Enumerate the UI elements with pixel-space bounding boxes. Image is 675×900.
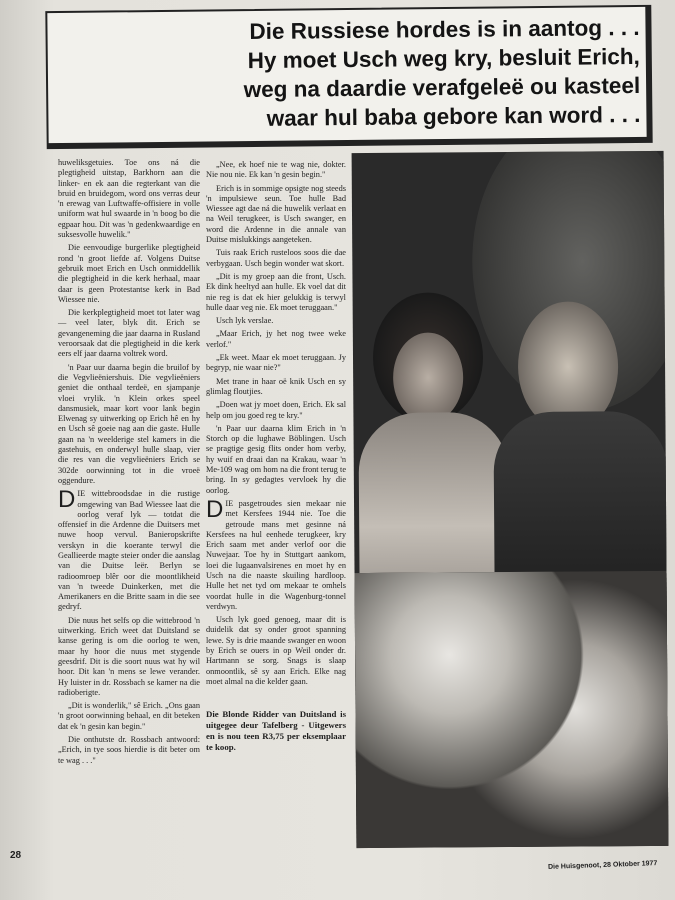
paragraph: „Doen wat jy moet doen, Erich. Ek sal help om jou goed reg te kry." (206, 400, 346, 420)
paragraph: Usch lyk verslae. (216, 316, 274, 326)
dropcap-paragraph (206, 495, 346, 612)
paragraph: „Dit is wonderlik," sê Erich. „Ons gaan 'n groot oorwinning behaal, en dit beteken dat ek 'n gesin kan begin." (58, 701, 200, 731)
article-column-2 (206, 160, 346, 753)
paragraph: Met trane in haar oë knik Usch en sy glimlag floutjies. (206, 376, 346, 396)
drop-cap: D (206, 495, 224, 523)
article-column-1 (58, 158, 200, 769)
paragraph: „Nee, ek hoef nie te wag nie, dokter. Nie nou nie. Ek kan 'n gesin begin." (206, 160, 346, 180)
paragraph: Die onthutste dr. Rossbach antwoord: „Erich, in tye soos hierdie is dit beter om te wag . . ." (58, 735, 200, 765)
paragraph: „Maar Erich, jy het nog twee weke verlof." (206, 329, 346, 349)
headline (59, 13, 640, 135)
paragraph: „Ek weet. Maar ek moet teruggaan. Jy begryp, nie waar nie?" (206, 353, 346, 373)
dropcap-paragraph (58, 486, 200, 613)
publication-footer: Die Huisgenoot, 28 Oktober 1977 (547, 860, 658, 871)
paragraph: Die nuus het selfs op die wittebrood 'n uitwerking. Erich weet dat Duitsland se kanse gering is om die oorlog te wen, maar hy hoor die nuus met stygende geesdrif. Dit is die soort nuus wat hy wil hoor. Dit kan 'n mens se lewe verander. Hy luister in dr. Rossbach se kamer na die radioberigte. (58, 615, 200, 697)
paragraph: 'n Paar uur daarna klim Erich in 'n Storch op die lughawe Böblingen. Usch se pragtige gesig flits onder hom verby, hy wuif en draai dan na Krakau, waar 'n Me-109 wag om hom na die front terug te bring. In sy gedagtes vervloek hy die oorlog. (206, 423, 346, 495)
headline-line: Die Russiese hordes is in aantog . . . (249, 14, 640, 45)
page-number: 28 (10, 850, 22, 861)
headline-line: Hy moet Usch weg kry, besluit Erich, (247, 43, 640, 74)
drop-cap: D (58, 486, 76, 514)
paragraph: Erich is in sommige opsigte nog steeds 'n impulsiewe seun. Toe hulle Bad Wiessee agt dae ná die huwelik verlaat en na Weil terugkeer, is Usch swanger, en word die Ardenne in die annale van Duitse mislukkings aangeteken. (206, 183, 346, 245)
book-credit: Die Blonde Ridder van Duitsland is uitgegee deur Tafelberg - Uitgewers en is nou teen R3,75 per eksemplaar te koop. (206, 709, 346, 753)
wedding-photo (352, 151, 669, 848)
paragraph: Die eenvoudige burgerlike plegtigheid rond 'n groot liefde af. Volgens Duitse gebruik moet Erich en Usch onmiddellik die plegtigheid in die kerk herhaal, maar daar is geen Protestantse kerk in Bad Wiessee nie. (58, 243, 200, 304)
paragraph: Die kerkplegtigheid moet tot later wag — veel later, blyk dit. Erich se gevangeneming die jaar daarna in Rusland veroorsaak dat die plegtigheid in die kerk eers elf jaar daarna voltrek word. (58, 308, 200, 359)
paragraph-text: IE wittebroodsdae in die rustige omgewing van Bad Wiessee laat die oorlog veraf lyk — totdat die offensief in die Ardenne die Duitsers met nuwe hoop vervul. Banieropskrifte verskyn in die koerante terwyl die Geallieerde magte steier onder die aanslag van die Duitse leër. Berlyn se radioomroep blêr oor die moontlikheid van 'n tweede Duinkerken, met die Amerikaners en die Britte saam in die see gedryf. (58, 489, 200, 612)
paragraph: huweliksgetuies. Toe ons ná die plegtigheid uitstap, Barkhorn aan die linker- en ek aan die regterkant van die bruid en bruidegom, word ons verras deur 'n erewag van Luftwaffe-offisiere in volle uniform wat hul swaarde in 'n boog bo die egpaar hou. Dit was 'n gedenkwaardige en suksesvolle huwelik." (58, 158, 200, 240)
headline-line: weg na daardie verafgeleë ou kasteel (243, 72, 641, 103)
paragraph: Usch lyk goed genoeg, maar dit is duidelik dat sy onder groot spanning lewe. Sy is drie maande swanger en woon by Erich se ouers in op Weil onder dr. Hartmann se sorg. Snags is slaap onmoontlik, sê sy aan Erich. Elke nag moet almal na die kelder gaan. (206, 615, 346, 686)
paragraph-text: IE pasgetroudes sien mekaar nie met Kersfees 1944 nie. Toe die getroude mans met gesinne ná Kersfees na hul eenhede terugkeer, kry Erich saam met ander verlof oor die Nuwejaar. Toe hy in Stuttgart aankom, loei die lugaanvalsirenes en moet hy en Usch na die naaste skuiling hardloop. Hulle het net tyd om mekaar te omhels voordat hulle in die Wagenburg-tonnel verdwyn. (206, 498, 346, 611)
paragraph: 'n Paar uur daarna begin die bruilof by die Vegvlieëniershuis. Die vegvlieëniers geniet die onthaal terdeë, en sjampanje vloei vrylik. 'n Klein orkes speel dansmusiek, maar kort voor lank begin Elwenag sy uitwerking op Erich hê en hy en Usch sê goeie nag aan die gaste. Hulle gaan na 'n weelderige stel kamers in die gastehuis, en onderwyl hulle slaap, vier die res van die vegvlieëniers Erich se 302de oorwinning tot in die vroeë oggendure. (58, 362, 200, 485)
headline-line: waar hul baba gebore kan word . . . (266, 101, 641, 131)
paragraph: „Dit is my groep aan die front, Usch. Ek dink heeltyd aan hulle. Ek voel dat dit nie reg is dat ek hier gelukkig is terwyl hulle daar veg nie. Ek moet teruggaan." (206, 271, 346, 312)
paragraph: Tuis raak Erich rusteloos soos die dae verbygaan. Usch begin wonder wat skort. (206, 248, 346, 268)
